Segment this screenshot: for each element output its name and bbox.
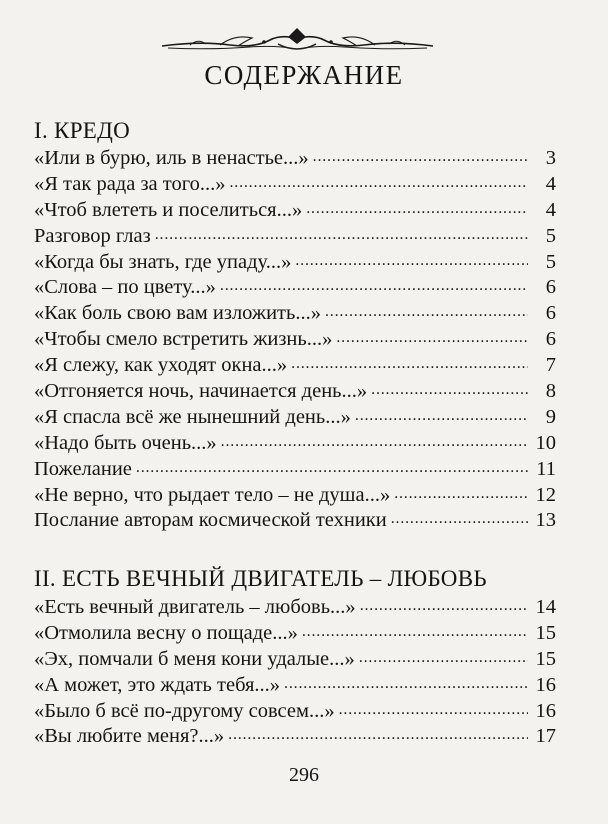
toc-entry-page: 4: [545, 172, 556, 195]
toc-entry-page: 7: [545, 354, 556, 377]
toc-entry-page: 9: [545, 405, 556, 428]
leader-dots: [359, 645, 528, 668]
toc-entry-page: 10: [535, 431, 556, 454]
toc-entry-page: 5: [545, 224, 556, 247]
toc-entry-title: «Или в бурю, иль в ненастье...»: [34, 147, 309, 169]
toc-entry-page: 15: [535, 647, 556, 670]
leader-dots: [394, 481, 528, 504]
toc-entry-page: 14: [535, 596, 556, 618]
toc-entry: [34, 725, 556, 751]
toc-entry-page: 12: [535, 483, 556, 506]
toc-entry-title: «Отмолила весну о пощаде...»: [34, 621, 298, 644]
leader-dots: [136, 455, 528, 478]
leader-dots: [360, 593, 528, 616]
toc-list-2: [34, 596, 556, 751]
toc-entry-title: «Как боль свою вам изложить...»: [34, 302, 321, 325]
leader-dots: [306, 196, 528, 219]
page-number: 296: [289, 764, 319, 786]
toc-entry-page: 8: [545, 380, 556, 403]
toc-entry-page: 15: [535, 621, 556, 644]
toc-entry-title: «А может, это ждать тебя...»: [34, 673, 281, 696]
toc-list-1: [34, 147, 556, 535]
toc-entry-title: Пожелание: [34, 457, 132, 480]
leader-dots: [155, 222, 528, 245]
leader-dots: [295, 248, 528, 271]
toc-entry-title: «Эх, помчали б меня кони удалые...»: [34, 647, 355, 670]
leader-dots: [391, 506, 528, 529]
toc-entry-page: 6: [545, 328, 556, 351]
toc-entry-title: «Чтобы смело встретить жизнь...»: [34, 328, 333, 351]
section-heading-1: I. КРЕДО: [34, 118, 131, 143]
toc-entry-title: «Я спасла всё же нынешний день...»: [34, 405, 351, 428]
toc-entry-title: «Не верно, что рыдает тело – не душа...»: [34, 483, 391, 506]
leader-dots: [291, 351, 528, 374]
toc-entry-page: 16: [535, 699, 556, 722]
toc-entry-title: «Было б всё по-другому совсем...»: [34, 699, 335, 722]
toc-entry-title: «Чтоб влететь и поселиться...»: [34, 198, 303, 221]
leader-dots: [355, 403, 528, 426]
toc-entry-page: 16: [535, 673, 556, 696]
section-heading-2: II. ЕСТЬ ВЕЧНЫЙ ДВИГАТЕЛЬ – ЛЮБОВЬ: [34, 566, 487, 591]
ornament-icon: [160, 26, 435, 56]
toc-entry-title: Разговор глаз: [34, 224, 151, 247]
toc-entry-title: «Я слежу, как уходят окна...»: [34, 354, 288, 377]
toc-entry-title: «Вы любите меня?...»: [34, 725, 225, 748]
leader-dots: [228, 722, 528, 745]
toc-entry-title: «Отгоняется ночь, начинается день...»: [34, 380, 368, 403]
toc-entry-title: «Я так рада за того...»: [34, 172, 226, 195]
leader-dots: [313, 144, 528, 167]
toc-entry-title: «Надо быть очень...»: [34, 431, 217, 454]
leader-dots: [336, 325, 528, 348]
toc-entry-title: «Есть вечный двигатель – любовь...»: [34, 596, 356, 618]
toc-entry-page: 4: [545, 198, 556, 221]
leader-dots: [325, 299, 528, 322]
toc-entry-page: 6: [545, 302, 556, 325]
leader-dots: [339, 697, 528, 720]
leader-dots: [371, 377, 528, 400]
page-title: СОДЕРЖАНИЕ: [204, 60, 404, 90]
toc-entry-page: 13: [535, 509, 556, 532]
toc-entry-title: «Слова – по цвету...»: [34, 276, 216, 299]
leader-dots: [220, 273, 528, 296]
toc-entry-title: Послание авторам космической техники: [34, 509, 387, 532]
toc-entry-page: 17: [535, 725, 556, 748]
toc-entry: [34, 509, 556, 535]
leader-dots: [229, 170, 528, 193]
toc-entry-page: 3: [545, 147, 556, 169]
toc-entry-title: «Когда бы знать, где упаду...»: [34, 250, 292, 273]
toc-entry-page: 11: [536, 457, 556, 480]
toc-entry-page: 6: [545, 276, 556, 299]
toc-entry-page: 5: [545, 250, 556, 273]
leader-dots: [302, 619, 528, 642]
leader-dots: [221, 429, 528, 452]
leader-dots: [284, 671, 528, 694]
